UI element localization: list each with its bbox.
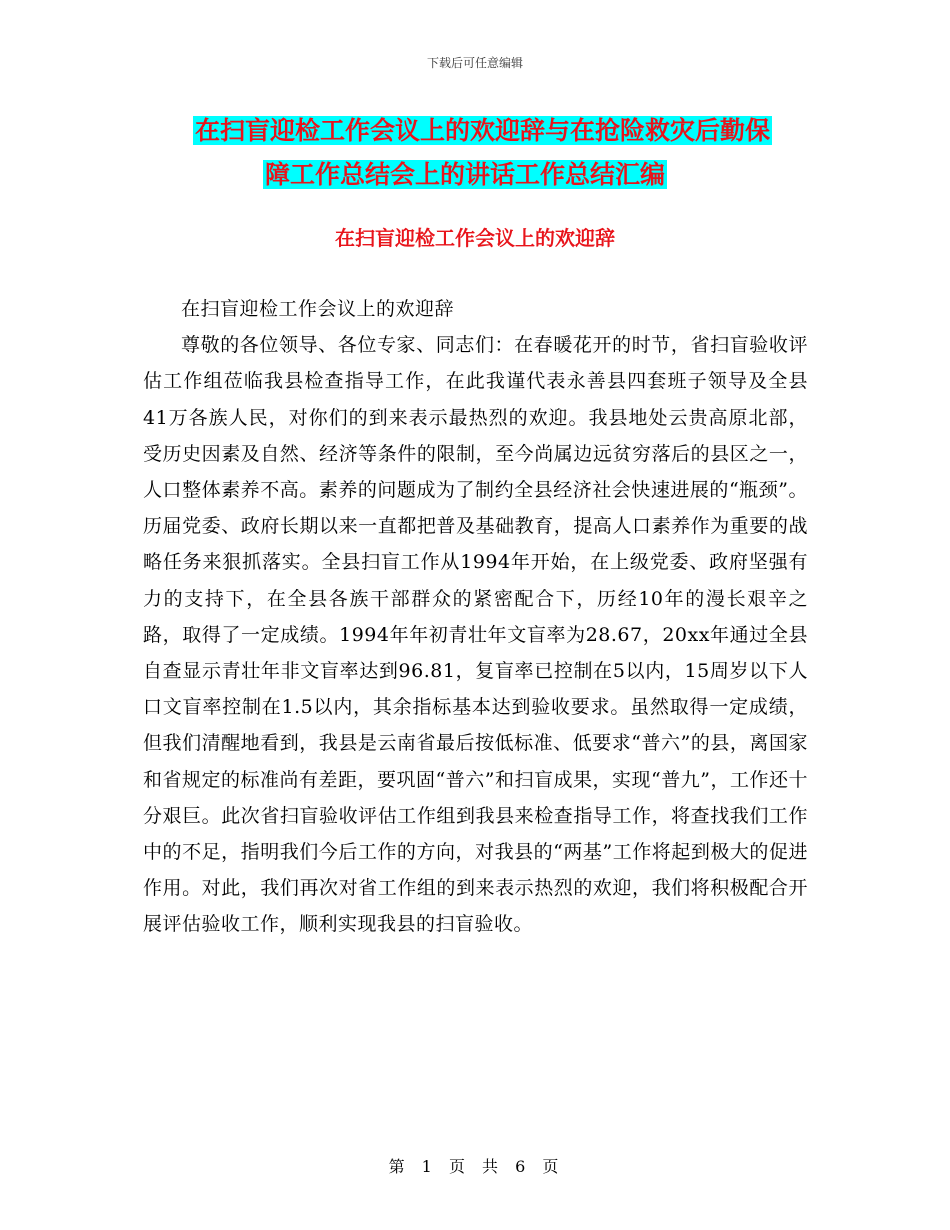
page-number: 第 1 页 共 6 页	[388, 1157, 562, 1176]
paragraph-subtitle: 在扫盲迎检工作会议上的欢迎辞	[181, 298, 455, 320]
document-title-line-2	[0, 158, 950, 192]
body-text	[143, 291, 808, 943]
document-title-line-1	[0, 114, 950, 148]
section-title: 在扫盲迎检工作会议上的欢迎辞	[335, 226, 615, 250]
paragraph-main: 尊敬的各位领导、各位专家、同志们：在春暖花开的时节，省扫盲验收评估工作组莅临我县检查指导工作，在此我谨代表永善县四套班子领导及全县41万各族人民，对你们的到来表示最热烈的欢迎。我县地处云贵高原北部，受历史因素及自然、经济等条件的限制，至今尚属边远贫穷落后的县区之一，人口整体素养不高。素养的问题成为了制约全县经济社会快速进展的“瓶颈”。历届党委、政府长期以来一直都把普及基础教育，提高人口素养作为重要的战略任务来狠抓落实。全县扫盲工作从1994年开始，在上级党委、政府坚强有力的支持下，在全县各族干部群众的紧密配合下，历经10年的漫长艰辛之路，取得了一定成绩。1994年年初青壮年文盲率为28.67，20xx年通过全县自查显示青壮年非文盲率达到96.81，复盲率已控制在5以内，15周岁以下人口文盲率控制在1.5以内，其余指标基本达到验收要求。虽然取得一定成绩，但我们清醒地看到，我县是云南省最后按低标准、低要求“普六”的县，离国家和省规定的标准尚有差距，要巩固“普六”和扫盲成果，实现“普九”，工作还十分艰巨。此次省扫盲验收评估工作组到我县来检查指导工作，将查找我们工作中的不足，指明我们今后工作的方向，对我县的“两基”工作将起到极大的促进作用。对此，我们再次对省工作组的到来表示热烈的欢迎，我们将积极配合开展评估验收工作，顺利实现我县的扫盲验收。	[143, 334, 808, 936]
header-note: 下载后可任意编辑	[426, 56, 523, 70]
document-title-line-1-text: 在扫盲迎检工作会议上的欢迎辞与在抢险救灾后勤保	[195, 116, 771, 145]
document-title-line-2-text: 障工作总结会上的讲话工作总结汇编	[265, 160, 666, 189]
